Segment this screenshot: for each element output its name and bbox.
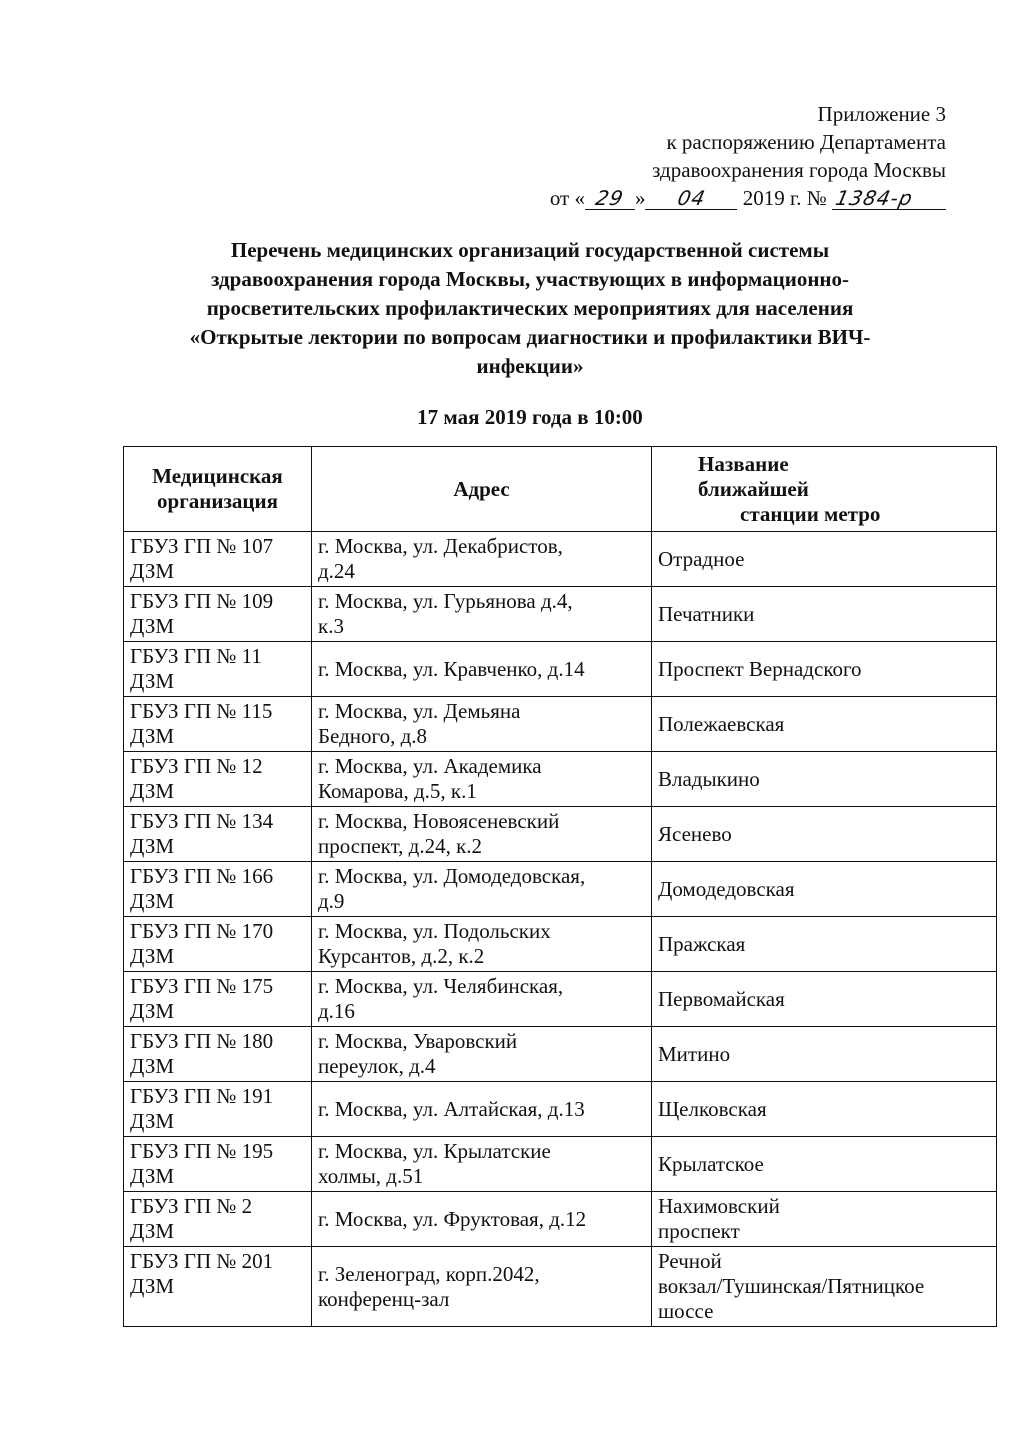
- cell-metro-line: Пражская: [658, 931, 746, 956]
- header-text: организация: [157, 489, 278, 513]
- cell-organization-line: ГБУЗ ГП № 12: [130, 754, 263, 778]
- document-title: [120, 236, 940, 381]
- cell-metro-line: вокзал/Тушинская/Пятницкое: [658, 1274, 925, 1298]
- cell-address-line: конференц-зал: [318, 1286, 450, 1311]
- header-text: станции метро: [740, 501, 881, 526]
- cell-metro-line: Щелковская: [658, 1096, 767, 1121]
- order-date-line: [550, 184, 946, 212]
- cell-address-line: Бедного, д.8: [318, 724, 428, 748]
- date-year-label: 2019 г. №: [742, 186, 827, 210]
- date-prefix: от «: [549, 186, 585, 210]
- table-row: [124, 1027, 997, 1082]
- cell-organization-line: ГБУЗ ГП № 175: [130, 974, 274, 998]
- table-row: [124, 752, 997, 807]
- cell-metro-line: Печатники: [658, 601, 755, 626]
- table-row: [124, 972, 997, 1027]
- cell-metro: [652, 532, 997, 587]
- table-row: [124, 807, 997, 862]
- order-number-field: [832, 187, 946, 210]
- cell-metro: [652, 1137, 997, 1192]
- cell-organization-line: ГБУЗ ГП № 170: [130, 919, 274, 943]
- cell-address: [312, 972, 652, 1027]
- date-month-field: [645, 187, 737, 210]
- table-row: [124, 587, 997, 642]
- event-date: 17 мая 2019 года в 10:00: [417, 405, 643, 429]
- appendix-label: Приложение 3: [817, 102, 946, 126]
- title-line: Перечень медицинских организаций государственной системы: [230, 238, 830, 262]
- appendix-department: здравоохранения города Москвы: [652, 158, 946, 182]
- header-text: Медицинская: [152, 464, 283, 488]
- table-row: [124, 862, 997, 917]
- title-line: здравоохранения города Москвы, участвующих в информационно-: [210, 267, 850, 291]
- cell-address-line: д.24: [318, 559, 355, 583]
- order-number-handwritten: 1384-р: [833, 186, 916, 210]
- cell-metro: [652, 972, 997, 1027]
- cell-organization-line: ДЗМ: [130, 1109, 175, 1133]
- cell-organization-line: ДЗМ: [130, 614, 175, 638]
- cell-address-line: г. Москва, ул. Фруктовая, д.12: [318, 1206, 587, 1231]
- title-line: просветительских профилактических мероприятиях для населения: [206, 296, 854, 320]
- cell-metro-line: Митино: [658, 1041, 731, 1066]
- date-day-field: [585, 187, 635, 210]
- cell-address-line: г. Москва, ул. Демьяна: [318, 699, 521, 723]
- cell-organization-line: ДЗМ: [130, 1054, 175, 1078]
- cell-address-line: Курсантов, д.2, к.2: [318, 944, 485, 968]
- cell-organization-line: ДЗМ: [130, 669, 175, 693]
- cell-metro: [652, 1082, 997, 1137]
- cell-organization-line: ДЗМ: [130, 834, 175, 858]
- cell-metro: [652, 807, 997, 862]
- cell-organization: [124, 807, 312, 862]
- table-row: [124, 917, 997, 972]
- title-line: инфекции»: [476, 354, 584, 378]
- cell-address-line: проспект, д.24, к.2: [318, 834, 483, 858]
- cell-address-line: г. Зеленоград, корп.2042,: [318, 1261, 540, 1286]
- cell-organization: [124, 972, 312, 1027]
- header-address: Адрес: [312, 447, 652, 532]
- cell-metro-line: проспект: [658, 1219, 740, 1243]
- cell-address: [312, 807, 652, 862]
- cell-metro: [652, 752, 997, 807]
- cell-organization-line: ДЗМ: [130, 779, 175, 803]
- cell-organization-line: ДЗМ: [130, 724, 175, 748]
- cell-metro-line: Владыкино: [658, 766, 760, 791]
- cell-organization-line: ГБУЗ ГП № 191: [130, 1084, 274, 1108]
- cell-address-line: г. Москва, ул. Челябинская,: [318, 974, 564, 998]
- cell-metro-line: Проспект Вернадского: [658, 656, 862, 681]
- cell-address-line: г. Москва, ул. Декабристов,: [318, 534, 563, 558]
- appendix-reference: к распоряжению Департамента: [666, 130, 946, 154]
- cell-organization: [124, 697, 312, 752]
- cell-organization-line: ДЗМ: [130, 1274, 175, 1298]
- cell-address: [312, 1027, 652, 1082]
- cell-organization-line: ГБУЗ ГП № 201: [130, 1249, 274, 1273]
- cell-organization: [124, 862, 312, 917]
- title-line: «Открытые лектории по вопросам диагностики и профилактики ВИЧ-: [189, 325, 871, 349]
- table-row: [124, 1137, 997, 1192]
- cell-organization-line: ГБУЗ ГП № 134: [130, 809, 274, 833]
- cell-address-line: к.3: [318, 614, 344, 638]
- cell-address-line: г. Москва, ул. Кравченко, д.14: [318, 656, 585, 681]
- cell-address-line: г. Москва, Уваровский: [318, 1029, 518, 1053]
- cell-address: [312, 1247, 652, 1327]
- cell-organization-line: ГБУЗ ГП № 107: [130, 534, 274, 558]
- cell-metro: [652, 642, 997, 697]
- cell-address: [312, 532, 652, 587]
- cell-metro: [652, 917, 997, 972]
- cell-address: [312, 1192, 652, 1247]
- cell-organization-line: ГБУЗ ГП № 166: [130, 864, 274, 888]
- cell-address-line: д.9: [318, 889, 345, 913]
- cell-metro: [652, 862, 997, 917]
- cell-organization-line: ДЗМ: [130, 889, 175, 913]
- cell-address-line: холмы, д.51: [318, 1164, 424, 1188]
- cell-organization: [124, 1082, 312, 1137]
- header-text: ближайшей: [698, 476, 809, 501]
- cell-organization-line: ДЗМ: [130, 944, 175, 968]
- header-organization: [124, 447, 312, 532]
- cell-organization-line: ДЗМ: [130, 1164, 175, 1188]
- cell-address: [312, 1137, 652, 1192]
- cell-address-line: г. Москва, Новоясеневский: [318, 809, 560, 833]
- header-metro: [652, 447, 997, 532]
- cell-address-line: г. Москва, ул. Алтайская, д.13: [318, 1096, 585, 1121]
- cell-organization-line: ГБУЗ ГП № 195: [130, 1139, 274, 1163]
- cell-metro-line: Речной: [658, 1249, 722, 1273]
- cell-address-line: г. Москва, ул. Подольских: [318, 919, 551, 943]
- cell-organization: [124, 587, 312, 642]
- cell-organization: [124, 917, 312, 972]
- table-row: [124, 697, 997, 752]
- cell-address-line: г. Москва, ул. Академика: [318, 754, 542, 778]
- cell-address-line: г. Москва, ул. Крылатские: [318, 1139, 551, 1163]
- cell-address-line: Комарова, д.5, к.1: [318, 779, 477, 803]
- cell-organization: [124, 1247, 312, 1327]
- cell-organization: [124, 642, 312, 697]
- cell-organization-line: ГБУЗ ГП № 2: [130, 1194, 253, 1218]
- date-mid: »: [634, 186, 646, 210]
- cell-organization: [124, 1137, 312, 1192]
- cell-address: [312, 697, 652, 752]
- cell-metro-line: Отрадное: [658, 546, 745, 571]
- cell-address: [312, 1082, 652, 1137]
- cell-organization: [124, 1192, 312, 1247]
- appendix-header: [550, 100, 946, 212]
- cell-address: [312, 917, 652, 972]
- organizations-table: [123, 446, 997, 1327]
- cell-address-line: г. Москва, ул. Гурьянова д.4,: [318, 589, 573, 613]
- cell-metro-line: Нахимовский: [658, 1194, 780, 1218]
- cell-metro: [652, 1247, 997, 1327]
- cell-address-line: д.16: [318, 999, 355, 1023]
- date-day-handwritten: 29: [593, 186, 627, 210]
- cell-organization-line: ГБУЗ ГП № 115: [130, 699, 273, 723]
- cell-address: [312, 752, 652, 807]
- table-row: [124, 1247, 997, 1327]
- cell-metro: [652, 1192, 997, 1247]
- cell-organization-line: ГБУЗ ГП № 109: [130, 589, 274, 613]
- cell-metro-line: Домодедовская: [658, 876, 795, 901]
- cell-metro: [652, 587, 997, 642]
- cell-address-line: переулок, д.4: [318, 1054, 436, 1078]
- cell-metro: [652, 697, 997, 752]
- table-row: [124, 1082, 997, 1137]
- cell-organization-line: ДЗМ: [130, 559, 175, 583]
- header-text: Название: [698, 451, 789, 476]
- cell-metro: [652, 1027, 997, 1082]
- table-row: [124, 532, 997, 587]
- cell-metro-line: Ясенево: [658, 821, 732, 846]
- cell-organization-line: ГБУЗ ГП № 11: [130, 644, 262, 668]
- cell-metro-line: Полежаевская: [658, 711, 785, 736]
- cell-organization-line: ДЗМ: [130, 999, 175, 1023]
- cell-organization: [124, 1027, 312, 1082]
- cell-metro-line: Первомайская: [658, 986, 785, 1011]
- table-row: [124, 1192, 997, 1247]
- cell-address: [312, 587, 652, 642]
- cell-metro-line: Крылатское: [658, 1151, 764, 1176]
- date-month-handwritten: 04: [675, 186, 708, 210]
- cell-address-line: г. Москва, ул. Домодедовская,: [318, 864, 586, 888]
- cell-organization-line: ДЗМ: [130, 1219, 175, 1243]
- cell-organization-line: ГБУЗ ГП № 180: [130, 1029, 274, 1053]
- cell-organization: [124, 532, 312, 587]
- cell-address: [312, 862, 652, 917]
- cell-organization: [124, 752, 312, 807]
- table-header-row: [124, 447, 997, 532]
- table-row: [124, 642, 997, 697]
- cell-address: [312, 642, 652, 697]
- cell-metro-line: шоссе: [658, 1299, 714, 1323]
